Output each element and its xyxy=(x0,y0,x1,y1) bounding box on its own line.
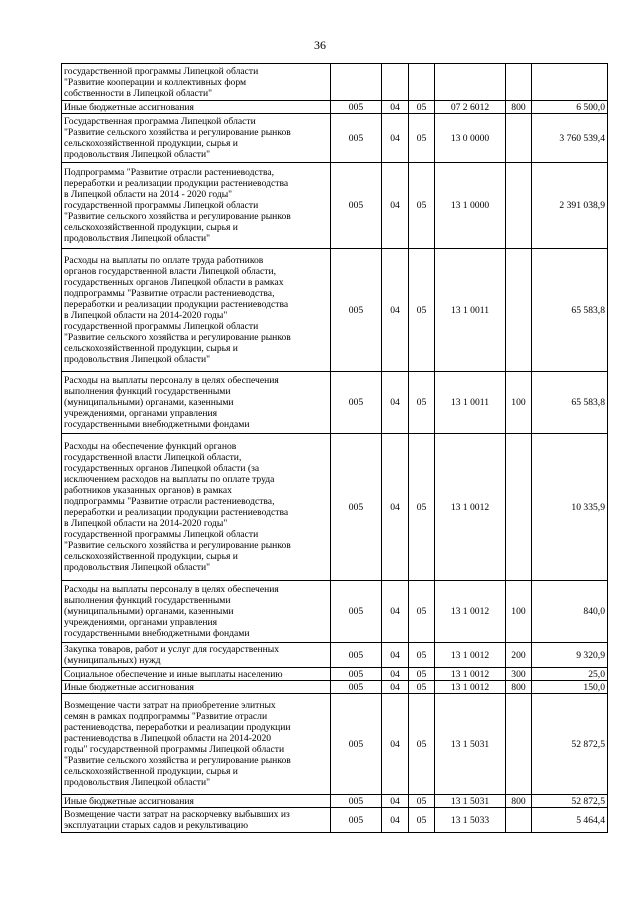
row-grbs: 005 xyxy=(331,694,382,795)
table-row xyxy=(62,581,608,643)
table-row xyxy=(62,808,608,833)
table-row xyxy=(62,163,608,249)
row-rz: 04 xyxy=(382,681,409,694)
row-grbs: 005 xyxy=(331,668,382,681)
row-sum: 65 583,8 xyxy=(532,249,608,372)
row-name: Расходы на выплаты персоналу в целях обеспечения выполнения функций государственными (муниципальными) органами, казенными учреждениями, органами управления государственными внебюджетными фондами xyxy=(62,372,331,434)
row-sum xyxy=(532,64,608,101)
row-vr: 100 xyxy=(506,581,532,643)
row-name: Подпрограмма "Развитие отрасли растениеводства, переработки и реализации продукции растениеводства в Липецкой области на 2014 - 2020 годы" государственной программы Липецкой области "Развитие сельского хозяйства и регулирование рынков сельскохозяйственной продукции, сырья и продовольствия Липецкой области" xyxy=(62,163,331,249)
row-sum: 3 760 539,4 xyxy=(532,114,608,163)
row-pr: 05 xyxy=(409,163,435,249)
row-name: Иные бюджетные ассигнования xyxy=(62,795,331,808)
row-csr: 13 1 5031 xyxy=(435,694,506,795)
row-csr: 13 1 0011 xyxy=(435,249,506,372)
row-sum: 25,0 xyxy=(532,668,608,681)
row-csr: 13 1 0012 xyxy=(435,434,506,581)
row-grbs: 005 xyxy=(331,101,382,114)
table-row xyxy=(62,114,608,163)
row-grbs: 005 xyxy=(331,372,382,434)
table-body xyxy=(62,64,608,833)
row-sum: 9 320,9 xyxy=(532,643,608,668)
row-csr: 07 2 6012 xyxy=(435,101,506,114)
row-grbs: 005 xyxy=(331,581,382,643)
row-grbs: 005 xyxy=(331,681,382,694)
row-pr: 05 xyxy=(409,114,435,163)
row-vr xyxy=(506,114,532,163)
row-sum: 52 872,5 xyxy=(532,795,608,808)
row-csr xyxy=(435,64,506,101)
row-vr xyxy=(506,694,532,795)
row-grbs xyxy=(331,64,382,101)
row-sum: 65 583,8 xyxy=(532,372,608,434)
row-rz: 04 xyxy=(382,163,409,249)
row-sum: 52 872,5 xyxy=(532,694,608,795)
table-row xyxy=(62,668,608,681)
row-pr: 05 xyxy=(409,372,435,434)
row-pr: 05 xyxy=(409,434,435,581)
row-name: Расходы на обеспечение функций органов государственной власти Липецкой области, государственных органов Липецкой области (за исключением расходов на выплаты по оплате труда работников указанных органов) в рамках подпрограммы "Развитие отрасли растениеводства, переработки и реализации продукции растениеводства в Липецкой области на 2014-2020 годы" государственной программы Липецкой области "Развитие сельского хозяйства и регулирование рынков сельскохозяйственной продукции, сырья и продовольствия Липецкой области" xyxy=(62,434,331,581)
row-csr: 13 1 0012 xyxy=(435,668,506,681)
row-name: Закупка товаров, работ и услуг для государственных (муниципальных) нужд xyxy=(62,643,331,668)
row-csr: 13 1 0012 xyxy=(435,681,506,694)
row-rz: 04 xyxy=(382,101,409,114)
row-name: Возмещение части затрат на раскорчевку выбывших из эксплуатации старых садов и рекультивацию xyxy=(62,808,331,833)
row-csr: 13 1 0012 xyxy=(435,581,506,643)
row-pr: 05 xyxy=(409,581,435,643)
row-rz: 04 xyxy=(382,372,409,434)
row-sum: 2 391 038,9 xyxy=(532,163,608,249)
row-rz: 04 xyxy=(382,808,409,833)
row-rz: 04 xyxy=(382,434,409,581)
row-csr: 13 0 0000 xyxy=(435,114,506,163)
table-row xyxy=(62,101,608,114)
row-grbs: 005 xyxy=(331,163,382,249)
table-row xyxy=(62,681,608,694)
row-vr: 800 xyxy=(506,681,532,694)
row-vr: 200 xyxy=(506,643,532,668)
row-rz: 04 xyxy=(382,694,409,795)
table-row xyxy=(62,64,608,101)
row-sum: 10 335,9 xyxy=(532,434,608,581)
row-pr: 05 xyxy=(409,681,435,694)
table-row xyxy=(62,694,608,795)
row-rz: 04 xyxy=(382,795,409,808)
row-vr: 300 xyxy=(506,668,532,681)
row-rz xyxy=(382,64,409,101)
row-name: Расходы на выплаты персоналу в целях обеспечения выполнения функций государственными (муниципальными) органами, казенными учреждениями, органами управления государственными внебюджетными фондами xyxy=(62,581,331,643)
row-name: Социальное обеспечение и иные выплаты населению xyxy=(62,668,331,681)
row-rz: 04 xyxy=(382,668,409,681)
table-row xyxy=(62,795,608,808)
row-grbs: 005 xyxy=(331,434,382,581)
row-vr: 800 xyxy=(506,795,532,808)
row-rz: 04 xyxy=(382,249,409,372)
row-pr: 05 xyxy=(409,101,435,114)
row-name: Расходы на выплаты по оплате труда работников органов государственной власти Липецкой области, государственных органов Липецкой области в рамках подпрограммы "Развитие отрасли растениеводства, переработки и реализации продукции растениеводства в Липецкой области на 2014-2020 годы" государственной программы Липецкой области "Развитие сельского хозяйства и регулирование рынков сельскохозяйственной продукции, сырья и продовольствия Липецкой области" xyxy=(62,249,331,372)
row-sum: 5 464,4 xyxy=(532,808,608,833)
row-rz: 04 xyxy=(382,643,409,668)
row-name: Иные бюджетные ассигнования xyxy=(62,101,331,114)
row-pr: 05 xyxy=(409,643,435,668)
row-vr xyxy=(506,434,532,581)
table-row xyxy=(62,643,608,668)
row-grbs: 005 xyxy=(331,114,382,163)
row-pr: 05 xyxy=(409,808,435,833)
row-csr: 13 1 5033 xyxy=(435,808,506,833)
row-csr: 13 1 0012 xyxy=(435,643,506,668)
row-sum: 6 500,0 xyxy=(532,101,608,114)
row-name: Иные бюджетные ассигнования xyxy=(62,681,331,694)
row-vr: 100 xyxy=(506,372,532,434)
row-pr: 05 xyxy=(409,694,435,795)
table-row xyxy=(62,249,608,372)
page-number: 36 xyxy=(314,38,326,52)
row-rz: 04 xyxy=(382,581,409,643)
row-pr xyxy=(409,64,435,101)
row-rz: 04 xyxy=(382,114,409,163)
row-vr: 800 xyxy=(506,101,532,114)
table-row xyxy=(62,434,608,581)
row-grbs: 005 xyxy=(331,249,382,372)
row-grbs: 005 xyxy=(331,643,382,668)
budget-table xyxy=(61,63,608,833)
row-pr: 05 xyxy=(409,795,435,808)
row-csr: 13 1 5031 xyxy=(435,795,506,808)
row-csr: 13 1 0011 xyxy=(435,372,506,434)
row-csr: 13 1 0000 xyxy=(435,163,506,249)
row-name: Государственная программа Липецкой области "Развитие сельского хозяйства и регулирование рынков сельскохозяйственной продукции, сырья и продовольствия Липецкой области" xyxy=(62,114,331,163)
row-name: государственной программы Липецкой области "Развитие кооперации и коллективных форм собственности в Липецкой области" xyxy=(62,64,331,101)
row-vr xyxy=(506,64,532,101)
row-pr: 05 xyxy=(409,249,435,372)
row-sum: 840,0 xyxy=(532,581,608,643)
table-row xyxy=(62,372,608,434)
row-pr: 05 xyxy=(409,668,435,681)
row-vr xyxy=(506,808,532,833)
row-vr xyxy=(506,249,532,372)
row-grbs: 005 xyxy=(331,795,382,808)
row-grbs: 005 xyxy=(331,808,382,833)
row-sum: 150,0 xyxy=(532,681,608,694)
row-vr xyxy=(506,163,532,249)
row-name: Возмещение части затрат на приобретение элитных семян в рамках подпрограммы "Развитие отрасли растениеводства, переработки и реализации продукции растениеводства в Липецкой области на 2014-2020 годы" государственной программы Липецкой области "Развитие сельского хозяйства и регулирование рынков сельскохозяйственной продукции, сырья и продовольствия Липецкой области" xyxy=(62,694,331,795)
